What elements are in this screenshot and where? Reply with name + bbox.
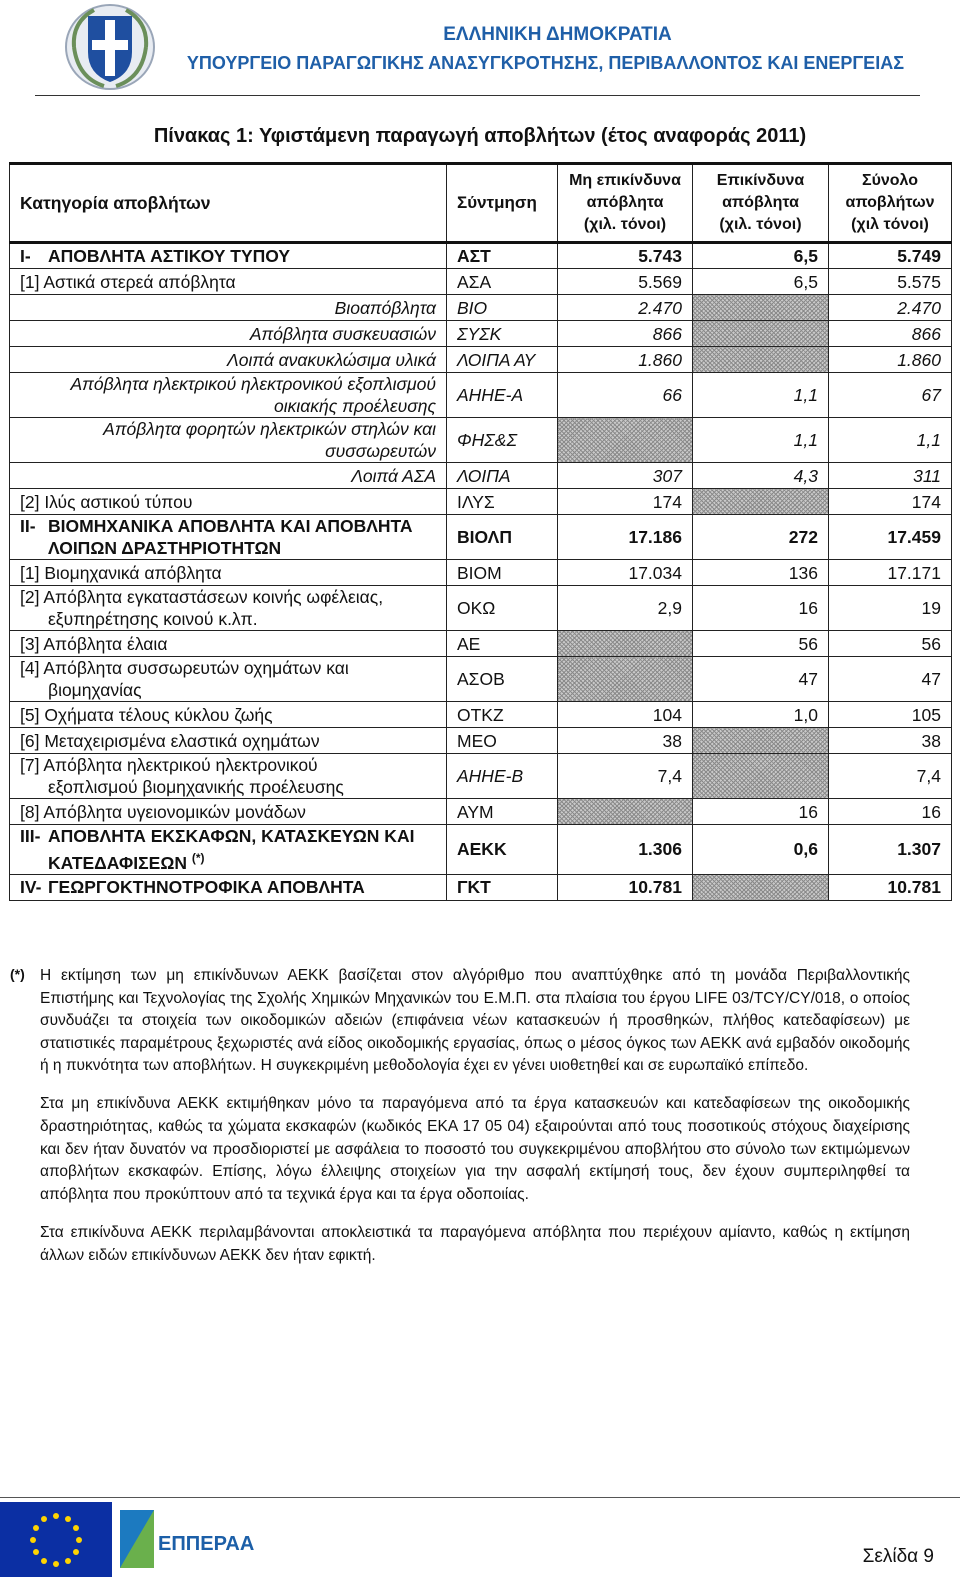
table-row: [5] Οχήματα τέλους κύκλου ζωής ΟΤΚΖ 104 1,0 105: [10, 702, 952, 728]
epperaa-logo-icon: [118, 1502, 268, 1577]
footnote-paragraph-3: Στα επικίνδυνα ΑΕΚΚ περιλαμβάνονται αποκλειστικά τα παραγόμενα απόβλητα που περιέχουν αμίαντο, καθώς η εκτίμηση άλλων ειδών επικίνδυνων ΑΕΚΚ δεν ήταν εφικτή.: [40, 1223, 910, 1264]
empty-hatched-cell: [693, 754, 829, 799]
empty-hatched-cell: [693, 874, 829, 900]
empty-hatched-cell: [558, 631, 693, 657]
page-header: [0, 0, 960, 100]
footnote-paragraph-2: Στα μη επικίνδυνα ΑΕΚΚ εκτιμήθηκαν μόνο τα παραγόμενα από τα έργα κατασκευών και κατεδαφίσεων της οικοδομικής δραστηριότητας, καθώς τα χώματα εκσκαφών (κωδικός ΕΚΑ 17 05 04) εξαιρούνται από τους ποσοτικούς στόχους διαχείρισης και δεν ήταν δυνατόν να προσδιοριστεί με ασφάλεια το ποσοστό του συγκεκριμένου αποβλήτου στο σύνολο των εκτιμώμενων αποβλήτων εκσκαφών. Επίσης, λόγω έλλειψης στοιχείων για την ασφαλή εκτίμησή τους, δεν έχουν συμπεριληφθεί τα απόβλητα που προκύπτουν από τα τεχνικά έργα και τα έργα οδοποιίας.: [40, 1095, 910, 1203]
footnotes: [10, 965, 910, 1275]
table-title: Πίνακας 1: Υφιστάμενη παραγωγή αποβλήτων (έτος αναφοράς 2011): [153, 125, 807, 147]
table-row: II- ΒΙΟΜΗΧΑΝΙΚΑ ΑΠΟΒΛΗΤΑ ΚΑΙ ΑΠΟΒΛΗΤΑ ΛΟΙΠΩΝ ΔΡΑΣΤΗΡΙΟΤΗΤΩΝ ΒΙΟΛΠ 17.186 272 17.459: [10, 515, 952, 560]
header-total: Σύνολο αποβλήτων (χιλ τόνοι): [829, 164, 952, 243]
table-row: Λοιπά ΑΣΑ ΛΟΙΠΑ 307 4,3 311: [10, 463, 952, 489]
table-row: [3] Απόβλητα έλαια ΑΕ 56 56: [10, 631, 952, 657]
table-row: Απόβλητα ηλεκτρικού ηλεκτρονικού εξοπλισμού οικιακής προέλευσης ΑΗΗΕ-Α 66 1,1 67: [10, 373, 952, 418]
table-row: Απόβλητα συσκευασιών ΣΥΣΚ 866 866: [10, 321, 952, 347]
table-row: [1] Αστικά στερεά απόβλητα ΑΣΑ 5.569 6,5 5.575: [10, 269, 952, 295]
footnote-paragraph-1: Η εκτίμηση των μη επικίνδυνων ΑΕΚΚ βασίζεται στον αλγόριθμο που αναπτύχθηκε από τη μονάδα Περιβαλλοντικής Επιστήμης και Τεχνολογίας της Σχολής Χημικών Μηχανικών του Ε.Μ.Π. στα πλαίσια του έργου LIFE 03/TCY/CY/018, ο οποίος συνδυάζει τα στοιχεία των οικοδομικών αδειών (επιφάνεια νέων κατασκευών ή προσθηκών, πλήθος κατεδαφίσεων) με στατιστικές παραμέτρους ξεχωριστές ανά είδος οικοδομικής εργασίας, όπως ο μέσος όγκος των ΑΕΚΚ ανά εμβαδόν οικοδομής ή η πυκνότητα των αποβλήτων. Η συγκεκριμένη μεθοδολογία έχει εν γένει υιοθετηθεί και σε ευρωπαϊκό επίπεδο.: [40, 967, 910, 1075]
header-divider: [35, 95, 920, 96]
greek-coat-of-arms-icon: [54, 2, 166, 92]
header-country: ΕΛΛΗΝΙΚΗ ΔΗΜΟΚΡΑΤΙΑ: [443, 24, 672, 45]
table-row: [8] Απόβλητα υγειονομικών μονάδων ΑΥΜ 16 16: [10, 799, 952, 825]
empty-hatched-cell: [693, 347, 829, 373]
table-row: Απόβλητα φορητών ηλεκτρικών στηλών και συσσωρευτών ΦΗΣ&Σ 1,1 1,1: [10, 418, 952, 463]
table-row: [4] Απόβλητα συσσωρευτών οχημάτων και βιομηχανίας ΑΣΟΒ 47 47: [10, 657, 952, 702]
svg-text:ΕΠΠΕΡΑΑ: ΕΠΠΕΡΑΑ: [158, 1533, 255, 1555]
footnote-marker: (*): [10, 966, 25, 982]
table-row: III- ΑΠΟΒΛΗΤΑ ΕΚΣΚΑΦΩΝ, ΚΑΤΑΣΚΕΥΩΝ ΚΑΙ ΚΑΤΕΔΑΦΙΣΕΩΝ (*) ΑΕΚΚ 1.306 0,6 1.307: [10, 825, 952, 875]
empty-hatched-cell: [558, 418, 693, 463]
header-abbr: Σύντμηση: [447, 164, 558, 243]
table-row: [1] Βιομηχανικά απόβλητα ΒΙΟΜ 17.034 136 17.171: [10, 560, 952, 586]
table-row: IV- ΓΕΩΡΓΟΚΤΗΝΟΤΡΟΦΙΚΑ ΑΠΟΒΛΗΤΑ ΓΚΤ 10.781 10.781: [10, 874, 952, 900]
table-row: [7] Απόβλητα ηλεκτρικού ηλεκτρονικού εξοπλισμού βιομηχανικής προέλευσης ΑΗΗΕ-Β 7,4 7,4: [10, 754, 952, 799]
empty-hatched-cell: [693, 321, 829, 347]
empty-hatched-cell: [693, 295, 829, 321]
empty-hatched-cell: [693, 489, 829, 515]
empty-hatched-cell: [558, 799, 693, 825]
header-category: Κατηγορία αποβλήτων: [10, 164, 447, 243]
table-row: [2] Απόβλητα εγκαταστάσεων κοινής ωφέλειας, εξυπηρέτησης κοινού κ.λπ. ΟΚΩ 2,9 16 19: [10, 586, 952, 631]
empty-hatched-cell: [558, 657, 693, 702]
header-hazardous: Επικίνδυνα απόβλητα (χιλ. τόνοι): [693, 164, 829, 243]
table-row: [2] Ιλύς αστικού τύπου ΙΛΥΣ 174 174: [10, 489, 952, 515]
footer-divider: [0, 1497, 960, 1498]
table-row: I- ΑΠΟΒΛΗΤΑ ΑΣΤΙΚΟΥ ΤΥΠΟΥ ΑΣΤ 5.743 6,5 5.749: [10, 243, 952, 269]
header-ministry: ΥΠΟΥΡΓΕΙΟ ΠΑΡΑΓΩΓΙΚΗΣ ΑΝΑΣΥΓΚΡΟΤΗΣΗΣ, ΠΕΡΙΒΑΛΛΟΝΤΟΣ ΚΑΙ ΕΝΕΡΓΕΙΑΣ: [186, 53, 904, 73]
table-row: [6] Μεταχειρισμένα ελαστικά οχημάτων ΜΕΟ 38 38: [10, 728, 952, 754]
empty-hatched-cell: [693, 728, 829, 754]
waste-table: [9, 162, 952, 901]
header-nonhazardous: Μη επικίνδυνα απόβλητα (χιλ. τόνοι): [558, 164, 693, 243]
table-row: Λοιπά ανακυκλώσιμα υλικά ΛΟΙΠΑ ΑΥ 1.860 1.860: [10, 347, 952, 373]
table-header-row: [10, 164, 952, 243]
table-row: Βιοαπόβλητα ΒΙΟ 2.470 2.470: [10, 295, 952, 321]
page-number: Σελίδα 9: [862, 1546, 934, 1567]
eu-flag-icon: [0, 1502, 112, 1577]
